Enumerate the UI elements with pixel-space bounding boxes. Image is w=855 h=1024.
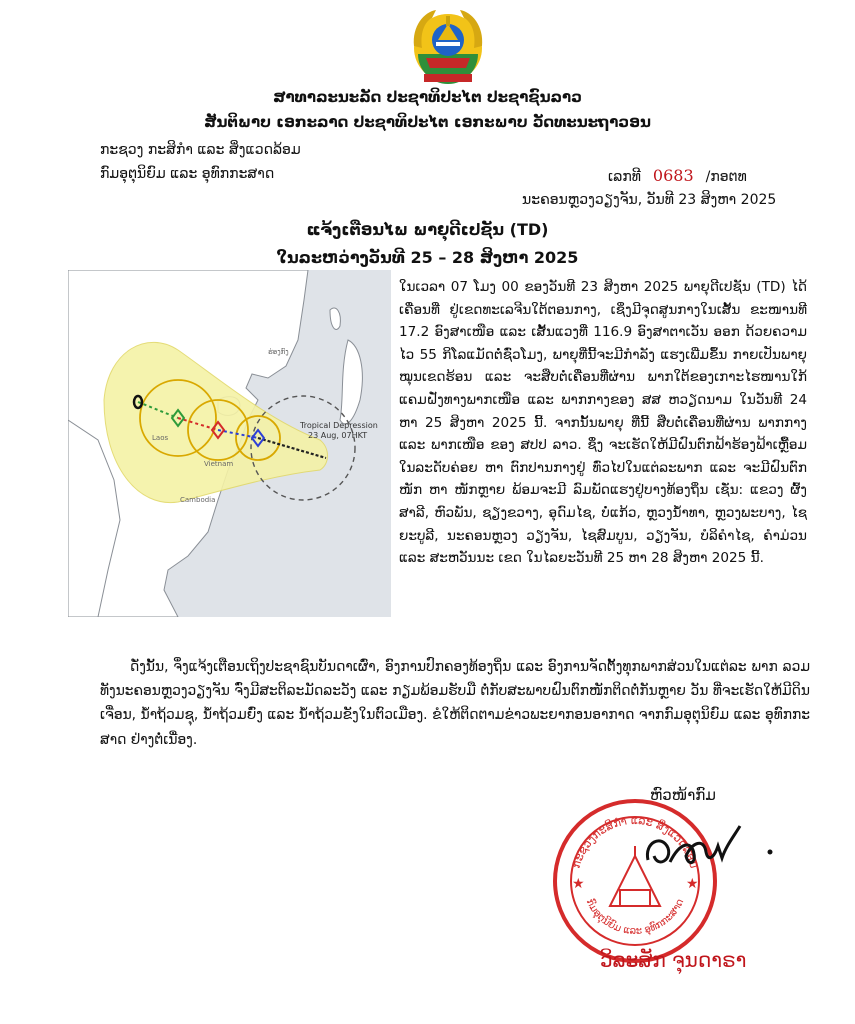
storm-track-map: [68, 270, 391, 617]
document-title: ແຈ້ງເຕືອນໄພ ພາຍຸດີເປຊັນ (TD): [306, 220, 549, 239]
map-label-cambodia: Cambodia: [180, 496, 216, 504]
document-number-suffix: /ກອຕທ: [705, 169, 747, 185]
handwritten-signature: [640, 812, 790, 882]
storm-label-time: 23 Aug, 07HKT: [308, 431, 368, 440]
document-number-value: 0683: [652, 166, 694, 185]
svg-text:★: ★: [572, 876, 585, 892]
warning-paragraph: ດັ່ງນັ້ນ, ຈຶ່ງແຈ້ງເຕືອນເຖິງປະຊາຊົນບັນດາເຜົ່າ, ອົງການປົກຄອງທ້ອງຖິ່ນ ແລະ ອົງການຈັດຕັ້ງທຸກພາກສ່ວນໃນແຕ່ລະ ພາກ ລວມທັງນະຄອນຫຼວງວຽງຈັນ ຈົ່ງມີສະຕິລະມັດລະວັງ ແລະ ກຽມພ້ອມຮັບມື ຕໍ່ກັບສະພາບຝົນຕົກໜັກຕິດຕໍ່ກັນຫຼາຍ ວັນ ທີ່ຈະເຮັດໃຫ້ມີດິນເຈື່ອນ, ນ້ຳຖ້ວມຊຸ, ນ້ຳຖ້ວມຍົ່ງ ແລະ ນ້ຳຖ້ວມຂັງໃນຕົວເມືອງ. ຂໍໃຫ້ຕິດຕາມຂ່າວພະຍາກອນອາກາດ ຈາກກົມອຸຕຸນິຍົມ ແລະ ອຸທົກກະສາດ ຢ່າງຕໍ່ເນື່ອງ.: [100, 659, 810, 748]
svg-text:ກົມອຸຕຸນິຍົມ ແລະ ອຸທົກກະສາດ: [584, 897, 687, 937]
signer-name: ວິລະສັກ ຈຸນດາຣາ: [600, 948, 747, 972]
map-label-laos: Laos: [152, 434, 169, 442]
signatory-title: ຫົວໜ້າກົມ: [650, 786, 716, 804]
country-name: ສາທາລະນະລັດ ປະຊາທິປະໄຕ ປະຊາຊົນລາວ: [273, 88, 582, 106]
document-date: ນະຄອນຫຼວງວຽງຈັນ, ວັນທີ 23 ສິງຫາ 2025: [522, 192, 777, 208]
map-label-vietnam: Vietnam: [204, 460, 234, 468]
document-number: [608, 166, 747, 185]
document-subtitle: ໃນລະຫວ່າງວັນທີ 25 – 28 ສິງຫາ 2025: [276, 248, 579, 267]
national-motto: ສັນຕິພາບ ເອກະລາດ ປະຊາທິປະໄຕ ເອກະພາບ ວັດທະນະຖາວອນ: [204, 113, 651, 131]
svg-text:★: ★: [686, 876, 699, 892]
department-name: ກົມອຸຕຸນິຍົມ ແລະ ອຸທົກກະສາດ: [100, 166, 275, 182]
stamp-text-bottom: ກົມອຸຕຸນິຍົມ ແລະ ອຸທົກກະສາດ: [583, 897, 687, 937]
map-label-hongkong: ຮ່ອງກົງ: [268, 348, 289, 356]
forecast-paragraph: ໃນເວລາ 07 ໂມງ 00 ຂອງວັນທີ 23 ສິງຫາ 2025 ພາຍຸດີເປຊັນ (TD) ໄດ້ເຄື່ອນທີ່ ຢູ່ເຂດທະເລຈີນໃຕ້ຕອນກາງ, ເຊິ່ງມີຈຸດສູນກາງໃນເສັ້ນ ຂະໜານທີ 17.2 ອົງສາເໜືອ ແລະ ເສັ້ນແວງທີ່ 116.9 ອົງສາຕາເວັນ ອອກ ດ້ວຍຄວາມໄວ 55 ກິໂລແມັດຕໍ່ຊົ່ວໂມງ, ພາຍຸທີ່ນີ້ຈະມີກຳລັງ ແຮງເພີ່ມຂຶ້ນ ກາຍເປັນພາຍຸໝຸນເຂດຮ້ອນ ແລະ ຈະສືບຕໍ່ເຄື່ອນທີ່ຜ່ານ ພາກໃຕ້ຂອງເກາະໄຮໜານໃກ້ແຄມຝັ່ງທາງພາກເໜືອ ແລະ ພາກກາງຂອງ ສສ ຫວຽດນາມ ໃນວັນທີ 24 ຫາ 25 ສິງຫາ 2025 ນີ້. ຈາກນັ້ນພາຍຸ ທີ່ນີ້ ສືບຕໍ່ເຄື່ອນທີ່ຜ່ານ ພາກກາງ ແລະ ພາກເໜືອ ຂອງ ສປປ ລາວ. ຊຶ່ງ ຈະເຮັດໃຫ້ມີຝົນຕົກຟ້າຮ້ອງຟ້າເຫຼື້ອມ ໃນລະດັບຄ່ອຍ ຫາ ຕົກປານກາງຢູ່ ທົ່ວໄປໃນແຕ່ລະພາກ ແລະ ຈະມີຝົນຕົກໜັກ ຫາ ໜັກຫຼາຍ ພ້ອມຈະມີ ລົມພັດແຮງຢູ່ບາງທ້ອງຖິ່ນ ເຊັ່ນ: ແຂວງ ຜົ້ງສາລີ, ຫົວພັນ, ຊຽງຂວາງ, ອຸດົມໄຊ, ບໍ່ແກ້ວ, ຫຼວງນ້ຳທາ, ຫຼວງພະບາງ, ໄຊຍະບູລີ, ນະຄອນຫຼວງ ວຽງຈັນ, ໄຊສົມບູນ, ວຽງຈັນ, ບໍລິຄຳໄຊ, ຄຳມ່ວນ ແລະ ສະຫວັນນະ ເຂດ ໃນໄລຍະວັນທີ 25 ຫາ 28 ສິງຫາ 2025 ນີ້.: [399, 279, 807, 567]
ministry-name: ກະຊວງ ກະສິກຳ ແລະ ສິ່ງແວດລ້ອມ: [100, 142, 301, 158]
national-emblem-icon: [410, 6, 486, 86]
stamp-text-top: ກະຊວງກະສິກຳ ແລະ ສິ່ງແວດລ້ອມ: [569, 813, 701, 870]
document-number-label: ເລກທີ: [608, 169, 641, 185]
storm-label: Tropical Depression: [300, 421, 378, 430]
